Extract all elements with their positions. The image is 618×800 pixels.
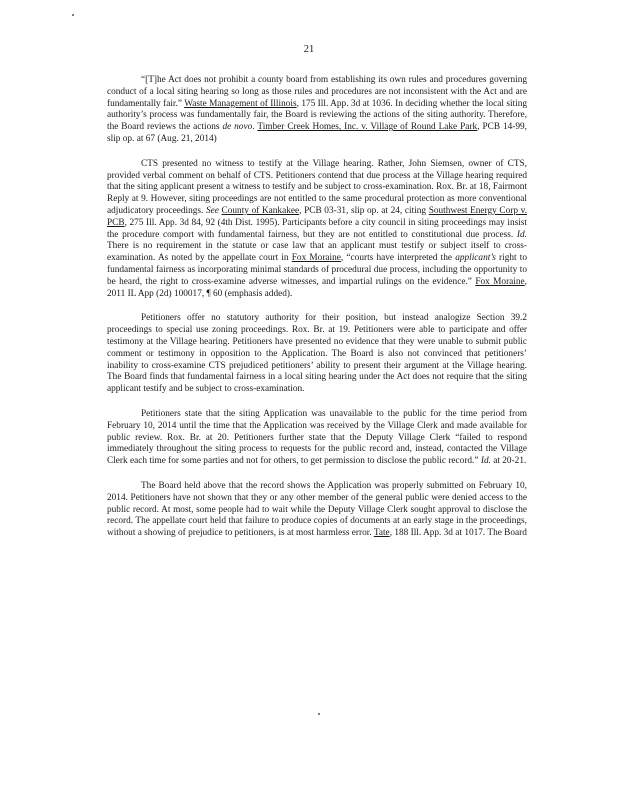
text-run: . — [252, 122, 258, 133]
italic-text: Id. — [516, 229, 527, 240]
page-number: 21 — [303, 44, 315, 55]
text-run: There is no requirement in the statute or case law that an applicant must testify or subject itself to cross-examination. As noted by the appellate court in — [107, 241, 527, 264]
scan-speck — [72, 14, 74, 16]
text-run: at 20-21. — [490, 456, 527, 467]
scan-speck — [318, 713, 320, 715]
citation-underlined: Fox Moraine — [291, 253, 341, 264]
text-run: , 275 Ill. App. 3d 84, 92 (4th Dist. 1995). Participants before a city council in siting proceedings may insist the procedure comport with fundamental fairness, but they are not entitled to constitutional due process. — [107, 217, 527, 240]
text-run: , “courts have interpreted the — [340, 253, 456, 264]
paragraph — [107, 409, 527, 468]
italic-text: Id. — [480, 456, 491, 467]
paragraph — [107, 75, 527, 146]
italic-text: de novo — [222, 122, 253, 133]
paragraph — [107, 159, 527, 301]
text-run: , 188 Ill. App. 3d at 1017. The Board — [389, 528, 527, 539]
text-run: CTS presented no witness to testify at the Village hearing. Rather, John Siemsen, owner of CTS, provided verbal comment on behalf of CTS. Petitioners contend that due process at the Village hearing required that the siting applicant present a witness to testify and be subject to cross-examination. Rox. Br. at 18, Fairmont Reply at 9. However, siting proceedings are not entitled to the same procedural protection as more conventional adjudicatory proceedings. — [107, 158, 527, 216]
text-run: The Board held above that the record shows the Application was properly submitted on February 10, 2014. Petitioners have not shown that they or any other member of the general public were denied access to the public record. At most, some people had to wait while the Deputy Village Clerk sought approval to disclose the record. The appellate court held that failure to produce copies of documents at an early stage in the proceedings, without a showing of prejudice to petitioners, is at most harmless error. — [107, 480, 527, 539]
citation-underlined: Tate — [373, 528, 390, 539]
text-run: , 2011 IL App (2d) 100017, ¶ 60 (emphasis added). — [107, 276, 527, 299]
text-run: , 175 Ill. App. 3d at 1036. In deciding whether the local siting authority’s process was fundamentally fair, the Board is reviewing the actions of the siting authority. Therefore, the Board reviews the actions — [107, 98, 527, 133]
citation-underlined: Fox Moraine — [475, 276, 525, 287]
italic-text: applicant’s — [455, 253, 496, 264]
citation-underlined: Timber Creek Homes, Inc. v. Village of Round Lake Park — [257, 122, 478, 133]
paragraph — [107, 481, 527, 540]
text-run: , PCB 03-31, slip op. at 24, citing — [299, 205, 429, 216]
citation-underlined: Southwest Energy Corp v. PCB — [107, 205, 528, 228]
body-text — [107, 75, 527, 553]
text-run: Petitioners offer no statutory authority for their position, but instead analogize Section 39.2 proceedings to special use zoning proceedings. Rox. Br. at 19. Petitioners were able to participate and offer testimony at the Village hearing. Petitioners have presented no evidence that they were unable to submit public comment or testimony in opposition to the Application. The Board is also not convinced that petitioners’ inability to cross-examine CTS prejudiced petitioners’ ability to present their argument at the Village hearing. The Board finds that fundamental fairness in a local siting hearing under the Act does not require that the siting applicant testify and be subject to cross-examination. — [107, 313, 527, 395]
text-run: , PCB 14-99, slip op. at 67 (Aug. 21, 2014) — [107, 122, 528, 144]
text-run: Petitioners state that the siting Application was unavailable to the public for the time period from February 10, 2014 until the time that the Application was received by the Village Clerk and made available for public review. Rox. Br. at 20. Petitioners further state that the Deputy Village Clerk “failed to respond immediately throughout the siting process to requests for the public record and, instead, contacted the Village Clerk each time for some parties and not for others, to get permission to disclose the public record.” — [107, 408, 527, 467]
citation-underlined: County of Kankakee — [221, 205, 300, 216]
paragraph — [107, 313, 527, 396]
citation-underlined: Waste Management of Illinois — [184, 98, 297, 109]
text-run: right to fundamental fairness as incorporating minimal standards of procedural due process, including the opportunity to be heard, the right to cross-examine adverse witnesses, and impartial rulings on the evidence.” — [107, 253, 527, 287]
italic-text: See — [206, 205, 219, 216]
text-run: “[T]he Act does not prohibit a county board from establishing its own rules and procedures governing conduct of a local siting hearing so long as those rules and procedures are not inconsistent with the Act and are fundamentally fair.” — [107, 75, 527, 109]
